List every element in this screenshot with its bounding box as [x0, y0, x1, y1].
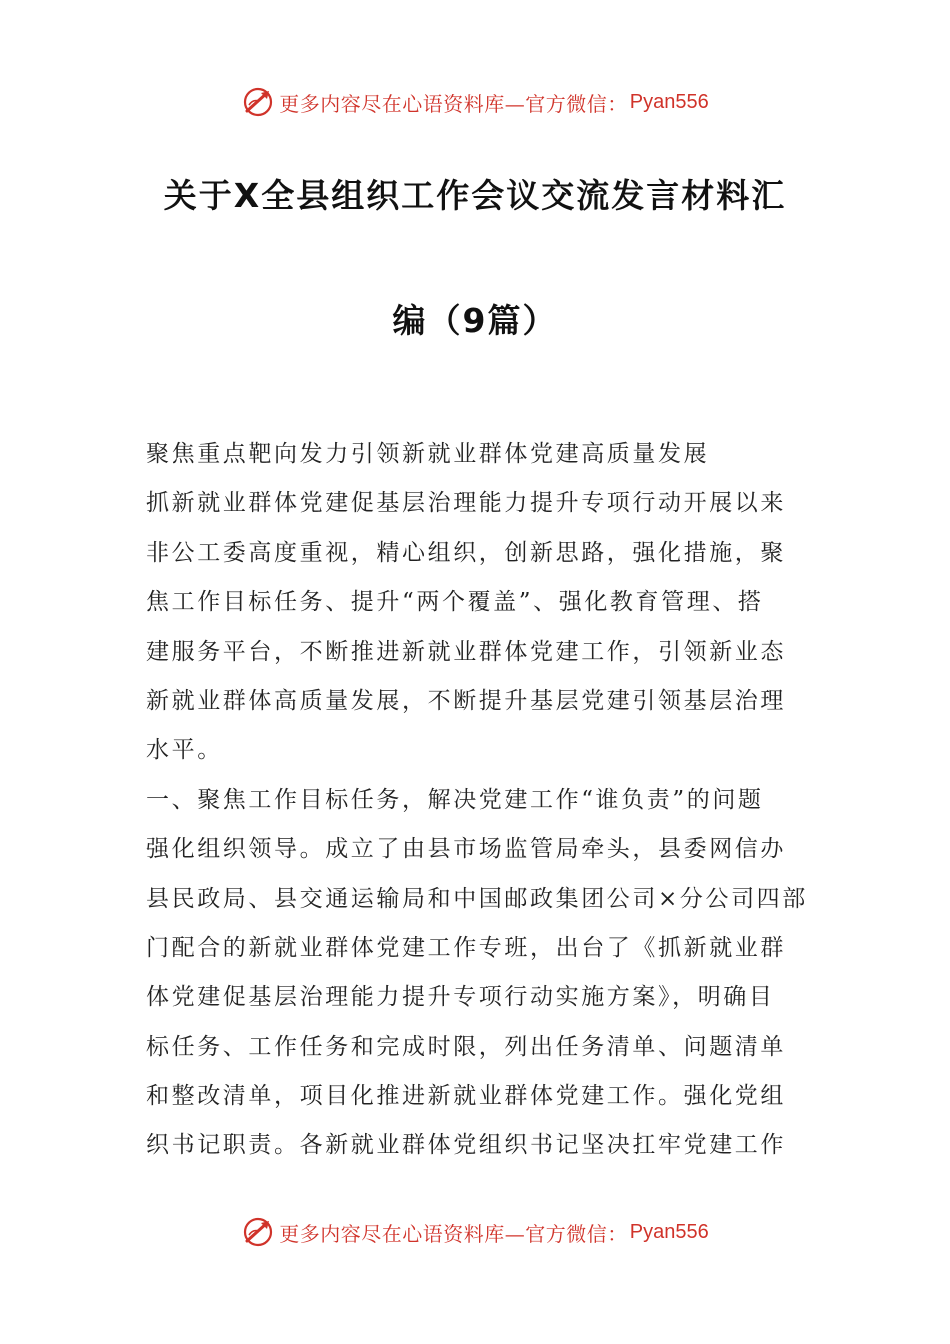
body-line: 抓新就业群体党建促基层治理能力提升专项行动开展以来: [146, 490, 786, 517]
body-line: 县民政局、县交通运输局和中国邮政集团公司×分公司四部: [146, 885, 808, 912]
body-line: 焦工作目标任务、提升“两个覆盖”、强化教育管理、搭: [146, 589, 764, 616]
body-line: 体党建促基层治理能力提升专项行动实施方案》，明确目: [146, 984, 775, 1011]
document-title-line-1: 关于X全县组织工作会议交流发言材料汇: [163, 176, 787, 215]
body-line: 新就业群体高质量发展，不断提升基层党建引领基层治理: [146, 687, 786, 714]
watermark-text: 更多内容尽在心语资料库—官方微信：: [279, 91, 628, 116]
body-line: 强化组织领导。成立了由县市场监管局牵头，县委网信办: [146, 836, 786, 863]
pen-logo-icon: [241, 1215, 275, 1249]
body-line: 织书记职责。各新就业群体党组织书记坚决扛牢党建工作: [146, 1132, 786, 1159]
document-title-line-2: 编（9篇）: [392, 301, 558, 340]
document-body: [146, 430, 810, 1171]
body-line: 水平。: [146, 737, 223, 764]
watermark-id: Pyan556: [629, 1220, 709, 1243]
body-line: 非公工委高度重视，精心组织，创新思路，强化措施，聚: [146, 539, 786, 566]
body-line: 标任务、工作任务和完成时限，列出任务清单、问题清单: [146, 1033, 786, 1060]
body-line: 门配合的新就业群体党建工作专班，出台了《抓新就业群: [146, 934, 786, 961]
watermark-banner-bottom: [0, 1212, 950, 1252]
body-line: 建服务平台，不断推进新就业群体党建工作，引领新业态: [146, 638, 786, 665]
watermark-id: Pyan556: [629, 90, 709, 113]
body-line: 聚焦重点靶向发力引领新就业群体党建高质量发展: [146, 441, 710, 467]
watermark-text: 更多内容尽在心语资料库—官方微信：: [279, 1221, 628, 1246]
body-line: 一、聚焦工作目标任务，解决党建工作“谁负责”的问题: [146, 786, 764, 813]
body-line: 和整改清单，项目化推进新就业群体党建工作。强化党组: [146, 1083, 786, 1110]
pen-logo-icon: [241, 85, 275, 119]
watermark-banner-top: [0, 82, 950, 122]
